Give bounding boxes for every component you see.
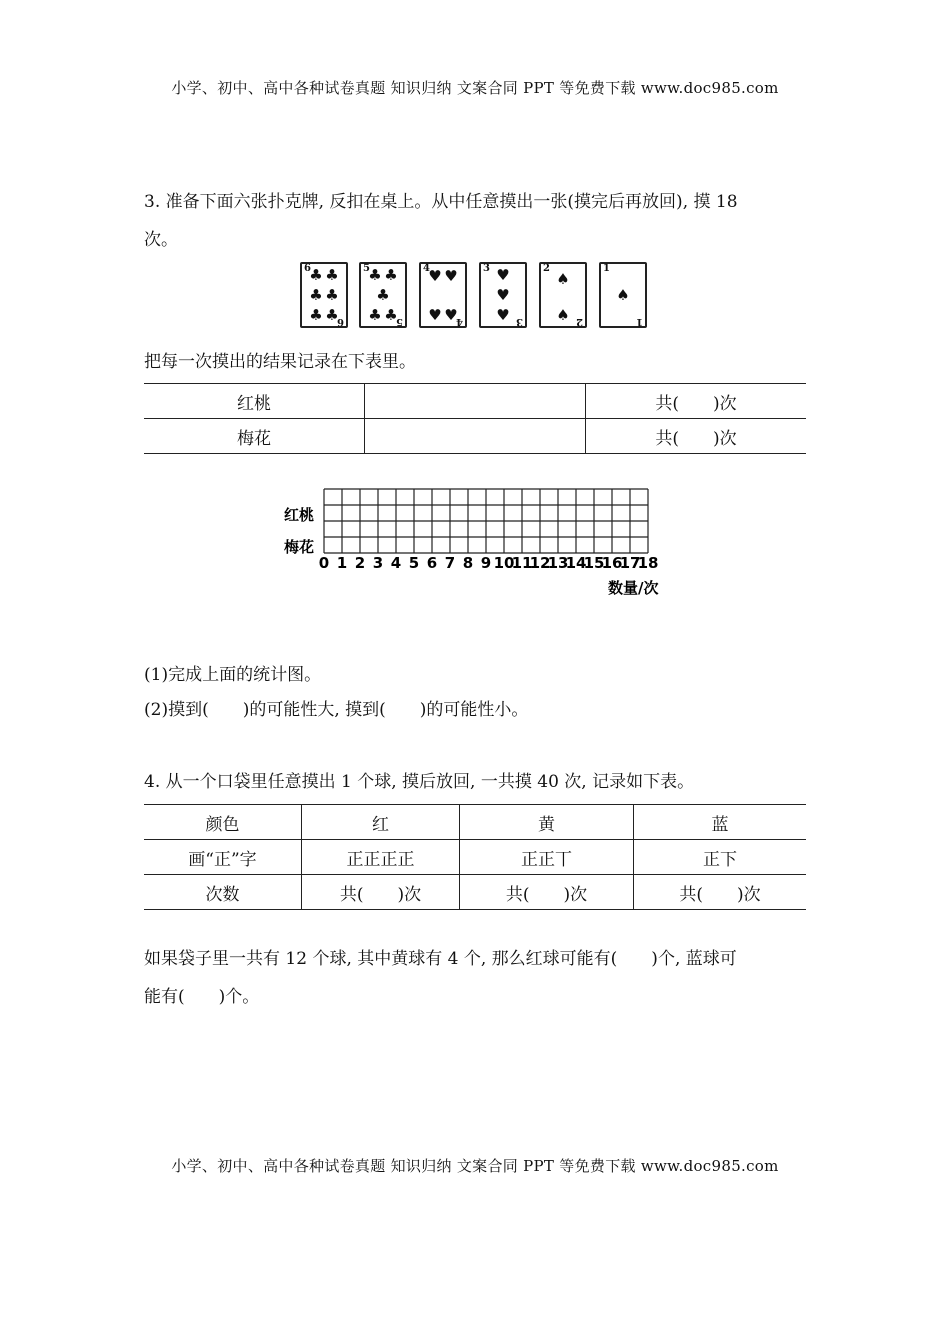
club-icon: ♣	[325, 266, 339, 284]
q3-line1: 3. 准备下面六张扑克牌, 反扣在桌上。从中任意摸出一张(摸完后再放回), 摸 18	[144, 192, 738, 212]
spade-icon: ♠	[556, 270, 570, 288]
table-row	[144, 875, 806, 910]
x-tick-label: 10	[493, 554, 515, 572]
row-label-count: 次数	[205, 884, 240, 905]
q4-question-line2: 能有( )个。	[144, 987, 260, 1007]
x-tick-label: 12	[529, 554, 551, 572]
header-blue: 蓝	[634, 805, 807, 840]
card-6-clubs: 6 ♣ ♣ ♣ ♣ ♣ ♣ 6	[300, 262, 348, 328]
record-cell-clubs[interactable]	[365, 419, 586, 454]
x-tick-label: 14	[565, 554, 587, 572]
club-icon: ♣	[325, 306, 339, 324]
x-tick-label: 17	[619, 554, 641, 572]
table-row	[144, 840, 806, 875]
heart-icon: ♥	[428, 306, 442, 324]
x-tick-label: 5	[408, 554, 420, 572]
chart-grid	[324, 489, 648, 553]
x-tick-label: 8	[462, 554, 474, 572]
row-label-hearts: 红桃	[237, 393, 271, 414]
card-2-spades: 2 ♠ ♠ 2	[539, 262, 587, 328]
category-label: 红桃	[284, 506, 315, 524]
x-tick-label: 3	[372, 554, 384, 572]
tally-red: 正正正正	[302, 840, 460, 875]
card-1-spades: 1 ♠ 1	[599, 262, 647, 328]
club-icon: ♣	[309, 306, 323, 324]
heart-icon: ♥	[444, 267, 458, 285]
x-tick-label: 13	[547, 554, 569, 572]
club-icon: ♣	[309, 286, 323, 304]
record-prompt: 把每一次摸出的结果记录在下表里。	[144, 352, 416, 372]
subquestion-1: (1)完成上面的统计图。	[144, 665, 322, 685]
x-tick-label: 2	[354, 554, 366, 572]
q3-line2: 次。	[144, 230, 178, 250]
table-row	[144, 384, 806, 419]
club-icon: ♣	[376, 286, 390, 304]
ball-table	[144, 804, 806, 910]
club-icon: ♣	[325, 286, 339, 304]
statistics-chart	[270, 480, 690, 605]
count-yellow[interactable]: 共( )次	[460, 875, 634, 910]
spade-icon: ♠	[616, 286, 630, 304]
club-icon: ♣	[384, 306, 398, 324]
x-tick-label: 1	[336, 554, 348, 572]
total-cell-hearts[interactable]: 共( )次	[586, 384, 807, 419]
count-red[interactable]: 共( )次	[302, 875, 460, 910]
tally-yellow: 正正丅	[460, 840, 634, 875]
q4-question-line1: 如果袋子里一共有 12 个球, 其中黄球有 4 个, 那么红球可能有( )个, 蓝球可	[144, 949, 737, 969]
x-tick-label: 15	[583, 554, 605, 572]
heart-icon: ♥	[428, 267, 442, 285]
q4-intro: 4. 从一个口袋里任意摸出 1 个球, 摸后放回, 一共摸 40 次, 记录如下表。	[144, 772, 695, 792]
header-yellow: 黄	[460, 805, 634, 840]
card-4-hearts: 4 ♥ ♥ ♥ ♥ 4	[419, 262, 467, 328]
page-footer: 小学、初中、高中各种试卷真题 知识归纳 文案合同 PPT 等免费下载 www.doc985.com	[171, 1157, 779, 1175]
x-tick-label: 4	[390, 554, 402, 572]
heart-icon: ♥	[444, 306, 458, 324]
record-cell-hearts[interactable]	[365, 384, 586, 419]
card-3-hearts: 3 ♥ ♥ ♥ 3	[479, 262, 527, 328]
row-label-clubs: 梅花	[237, 428, 271, 449]
x-tick-label: 0	[318, 554, 330, 572]
subquestion-2: (2)摸到( )的可能性大, 摸到( )的可能性小。	[144, 700, 529, 720]
x-tick-label: 16	[601, 554, 623, 572]
x-tick-label: 11	[511, 554, 533, 572]
club-icon: ♣	[384, 266, 398, 284]
club-icon: ♣	[368, 266, 382, 284]
card-5-clubs: 5 ♣ ♣ ♣ ♣ ♣ 5	[359, 262, 407, 328]
heart-icon: ♥	[496, 306, 510, 324]
club-icon: ♣	[368, 306, 382, 324]
x-tick-label: 9	[480, 554, 492, 572]
header-color: 颜色	[205, 814, 240, 835]
row-label-tally: 画“正”字	[188, 849, 257, 870]
count-blue[interactable]: 共( )次	[634, 875, 807, 910]
spade-icon: ♠	[556, 306, 570, 324]
x-tick-label: 18	[637, 554, 659, 572]
x-tick-label: 6	[426, 554, 438, 572]
total-cell-clubs[interactable]: 共( )次	[586, 419, 807, 454]
table-row	[144, 419, 806, 454]
tally-blue: 正下	[634, 840, 807, 875]
club-icon: ♣	[309, 266, 323, 284]
header-red: 红	[302, 805, 460, 840]
x-axis-label: 数量/次	[608, 579, 659, 597]
page-header: 小学、初中、高中各种试卷真题 知识归纳 文案合同 PPT 等免费下载 www.doc985.com	[171, 79, 779, 97]
heart-icon: ♥	[496, 266, 510, 284]
heart-icon: ♥	[496, 286, 510, 304]
category-label: 梅花	[284, 538, 315, 556]
x-tick-label: 7	[444, 554, 456, 572]
table-row	[144, 805, 806, 840]
record-table	[144, 383, 806, 454]
